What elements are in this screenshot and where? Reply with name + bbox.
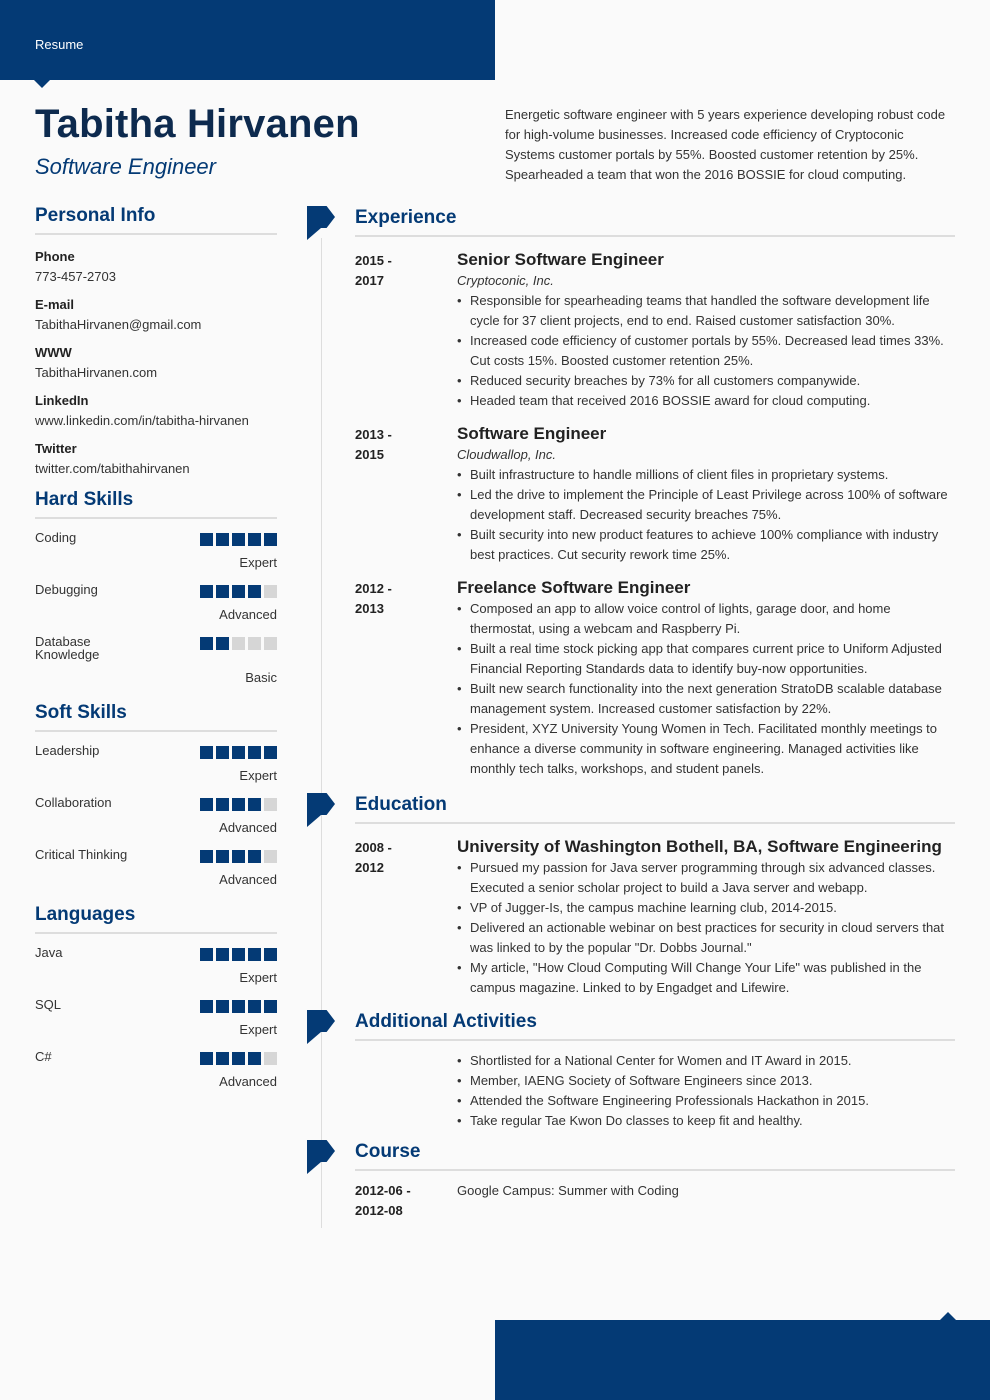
job-bullets (457, 465, 955, 565)
date-end: 2013 (355, 601, 384, 616)
phone-value: 773-457-2703 (35, 269, 116, 284)
skill-level: Advanced (219, 872, 277, 887)
skill-name: Database Knowledge (35, 634, 100, 662)
rating-square-empty (264, 1052, 277, 1065)
course-flag-icon (307, 1140, 343, 1162)
timeline-line (321, 238, 322, 1228)
list-item: • Reduced security breaches by 73% for all customers companywide. (457, 371, 955, 391)
soft-skills-list (35, 744, 277, 890)
language-item (35, 998, 277, 1040)
rating-square-filled (232, 1000, 245, 1013)
job-company: Cryptoconic, Inc. (457, 273, 554, 288)
skill-level: Advanced (219, 607, 277, 622)
rating-square-filled (200, 948, 213, 961)
activities-entry (355, 1051, 955, 1131)
rating-square-empty (248, 637, 261, 650)
date-start: 2013 - (355, 427, 392, 442)
rating-square-filled (216, 1052, 229, 1065)
language-name: Java (35, 945, 63, 960)
language-level: Expert (239, 1022, 277, 1037)
activities-bullets (457, 1051, 955, 1131)
info-label: Twitter (35, 441, 77, 456)
date-start: 2012-06 - (355, 1183, 411, 1198)
hard-skills-list (35, 531, 277, 688)
list-item: • Led the drive to implement the Principle of Least Privilege across 100% of software development staff. Decreased security breaches 75%. (457, 485, 955, 525)
list-item: • Pursued my passion for Java server programming through six advanced classes. Executed a senior scholar project to build a Java server and webapp. (457, 858, 955, 898)
rating-square-filled (216, 637, 229, 650)
rating-square-empty (264, 637, 277, 650)
skill-item (35, 796, 277, 838)
course-heading: Course (355, 1141, 955, 1171)
rating-square-filled (200, 637, 213, 650)
language-rating-bar (200, 1052, 277, 1065)
rating-square-filled (248, 948, 261, 961)
experience-entry (355, 577, 955, 779)
experience-entry (355, 423, 955, 565)
language-level: Expert (239, 970, 277, 985)
phone-item (35, 247, 277, 287)
rating-square-empty (264, 798, 277, 811)
list-item: • My article, "How Cloud Computing Will Change Your Life" was published in the campus magazine. Linked to by Engadget and Lifewire. (457, 958, 955, 998)
rating-square-filled (248, 533, 261, 546)
list-item: • Built a real time stock picking app that compares current price to Uniform Adjusted Financial Reporting Standards data to identify buy-now opportunities. (457, 639, 955, 679)
skill-name: Leadership (35, 743, 100, 758)
activities-flag-icon (307, 1010, 343, 1032)
skill-rating-bar (200, 798, 277, 811)
skill-item (35, 635, 277, 688)
rating-square-empty (264, 850, 277, 863)
skill-rating-bar (200, 533, 277, 546)
list-item: • Shortlisted for a National Center for Women and IT Award in 2015. (457, 1051, 955, 1071)
date-end: 2012-08 (355, 1203, 403, 1218)
skill-level: Expert (239, 768, 277, 783)
rating-square-filled (264, 746, 277, 759)
skill-level: Advanced (219, 820, 277, 835)
skill-rating-bar (200, 585, 277, 598)
linkedin-value: www.linkedin.com/in/tabitha-hirvanen (35, 413, 249, 428)
skill-level: Basic (245, 670, 277, 685)
rating-square-filled (232, 1052, 245, 1065)
experience-entry (355, 249, 955, 411)
language-rating-bar (200, 1000, 277, 1013)
list-item: • Composed an app to allow voice control of lights, garage door, and home thermostat, using a webcam and Raspberry Pi. (457, 599, 955, 639)
list-item: • President, XYZ University Young Women in Tech. Facilitated monthly meetings to enhance a diverse community in software engineering. Managed activities like monthly tech talks, workshops, and student panels. (457, 719, 955, 779)
language-item (35, 1050, 277, 1092)
www-value: TabithaHirvanen.com (35, 365, 158, 380)
education-flag-icon (307, 793, 343, 815)
resume-tab-label: Resume (35, 37, 84, 52)
skill-name: Critical Thinking (35, 847, 128, 862)
skill-rating-bar (200, 637, 277, 650)
candidate-name: Tabitha Hirvanen (35, 102, 360, 146)
email-value: TabithaHirvanen@gmail.com (35, 317, 202, 332)
skill-name: Debugging (35, 582, 98, 597)
left-column (35, 205, 277, 1106)
rating-square-filled (248, 1052, 261, 1065)
list-item: • Built security into new product features to achieve 100% compliance with industry best practices. Cut security rework time 25%. (457, 525, 955, 565)
email-item (35, 295, 277, 335)
www-item (35, 343, 277, 383)
language-name: SQL (35, 997, 62, 1012)
course-entry (355, 1181, 955, 1218)
skill-rating-bar (200, 746, 277, 759)
list-item: • Built infrastructure to handle millions of client files in proprietary systems. (457, 465, 955, 485)
course-name: Google Campus: Summer with Coding (457, 1183, 679, 1198)
language-rating-bar (200, 948, 277, 961)
entry-date (355, 251, 435, 291)
job-company: Cloudwallop, Inc. (457, 447, 556, 462)
rating-square-filled (200, 585, 213, 598)
rating-square-filled (232, 948, 245, 961)
rating-square-filled (232, 798, 245, 811)
skill-name: Coding (35, 530, 77, 545)
rating-square-filled (200, 746, 213, 759)
date-end: 2017 (355, 273, 384, 288)
job-bullets (457, 599, 955, 779)
experience-heading: Experience (355, 207, 955, 237)
job-role: Software Engineer (457, 424, 607, 443)
skill-rating-bar (200, 850, 277, 863)
list-item: • Responsible for spearheading teams that handled the software development life cycle for 37 client projects, end to end. Raised customer satisfaction 30%. (457, 291, 955, 331)
footer-notch (940, 1312, 956, 1320)
language-level: Advanced (219, 1074, 277, 1089)
date-start: 2012 - (355, 581, 392, 596)
entry-date (355, 1181, 435, 1221)
rating-square-filled (264, 948, 277, 961)
rating-square-filled (200, 798, 213, 811)
course-section (355, 1141, 955, 1218)
rating-square-filled (200, 1000, 213, 1013)
info-label: E-mail (35, 297, 75, 312)
list-item: • Take regular Tae Kwon Do classes to keep fit and healthy. (457, 1111, 955, 1131)
rating-square-empty (232, 637, 245, 650)
list-item: • Increased code efficiency of customer portals by 55%. Decreased lead times 33%. Cut costs 15%. Boosted customer retention 25%. (457, 331, 955, 371)
footer-banner (495, 1320, 990, 1400)
rating-square-filled (200, 1052, 213, 1065)
info-label: WWW (35, 345, 72, 360)
profile-summary: Energetic software engineer with 5 years experience developing robust code for high-volume businesses. Increased code efficiency of Cryptoconic Systems customer portals by 55%. Boosted customer retention by 25%. Spearheaded a team that won the 2016 BOSSIE for cloud computing. (505, 107, 946, 182)
rating-square-filled (232, 533, 245, 546)
skill-level: Expert (239, 555, 277, 570)
activities-heading: Additional Activities (355, 1011, 955, 1041)
info-label: Phone (35, 249, 75, 264)
rating-square-filled (248, 798, 261, 811)
rating-square-filled (264, 1000, 277, 1013)
soft-skills-heading: Soft Skills (35, 702, 277, 732)
language-name: C# (35, 1049, 52, 1064)
activities-section (355, 1011, 955, 1131)
entry-date (355, 579, 435, 619)
languages-heading: Languages (35, 904, 277, 934)
rating-square-filled (216, 948, 229, 961)
twitter-value: twitter.com/tabithahirvanen (35, 461, 190, 476)
education-bullets (457, 858, 955, 998)
header-banner (0, 0, 495, 80)
hard-skills-heading: Hard Skills (35, 489, 277, 519)
education-entry (355, 836, 955, 998)
rating-square-filled (248, 1000, 261, 1013)
rating-square-filled (216, 798, 229, 811)
skill-item (35, 744, 277, 786)
rating-square-filled (248, 746, 261, 759)
rating-square-filled (216, 746, 229, 759)
job-role: Senior Software Engineer (457, 250, 664, 269)
education-heading: Education (355, 794, 955, 824)
rating-square-filled (248, 585, 261, 598)
rating-square-filled (232, 585, 245, 598)
list-item: • Headed team that received 2016 BOSSIE award for cloud computing. (457, 391, 955, 411)
date-end: 2015 (355, 447, 384, 462)
skill-item (35, 848, 277, 890)
degree-title: University of Washington Bothell, BA, Software Engineering (457, 837, 942, 856)
rating-square-filled (232, 746, 245, 759)
job-bullets (457, 291, 955, 411)
rating-square-filled (216, 850, 229, 863)
info-label: LinkedIn (35, 393, 89, 408)
linkedin-item (35, 391, 277, 431)
skill-item (35, 583, 277, 625)
banner-notch (34, 80, 50, 88)
experience-flag-icon (307, 206, 343, 228)
date-end: 2012 (355, 860, 384, 875)
job-role: Freelance Software Engineer (457, 578, 691, 597)
skill-name: Collaboration (35, 795, 112, 810)
entry-date (355, 425, 435, 465)
rating-square-filled (216, 585, 229, 598)
personal-info-list (35, 247, 277, 479)
date-start: 2008 - (355, 840, 392, 855)
rating-square-filled (216, 533, 229, 546)
list-item: • Attended the Software Engineering Professionals Hackathon in 2015. (457, 1091, 955, 1111)
rating-square-empty (264, 585, 277, 598)
list-item: • Member, IAENG Society of Software Engineers since 2013. (457, 1071, 955, 1091)
education-section (355, 794, 955, 998)
list-item: • VP of Jugger-Is, the campus machine learning club, 2014-2015. (457, 898, 955, 918)
languages-list (35, 946, 277, 1092)
language-item (35, 946, 277, 988)
rating-square-filled (216, 1000, 229, 1013)
date-start: 2015 - (355, 253, 392, 268)
rating-square-filled (232, 850, 245, 863)
entry-date (355, 838, 435, 878)
rating-square-filled (200, 850, 213, 863)
candidate-title: Software Engineer (35, 154, 216, 179)
list-item: • Delivered an actionable webinar on best practices for security in cloud servers that was linked to by the popular "Dr. Dobbs Journal." (457, 918, 955, 958)
twitter-item (35, 439, 277, 479)
rating-square-filled (200, 533, 213, 546)
skill-item (35, 531, 277, 573)
personal-info-heading: Personal Info (35, 205, 277, 235)
experience-section (355, 207, 955, 779)
rating-square-filled (248, 850, 261, 863)
list-item: • Built new search functionality into the next generation StratoDB scalable database management system. Increased customer satisfaction by 22%. (457, 679, 955, 719)
rating-square-filled (264, 533, 277, 546)
